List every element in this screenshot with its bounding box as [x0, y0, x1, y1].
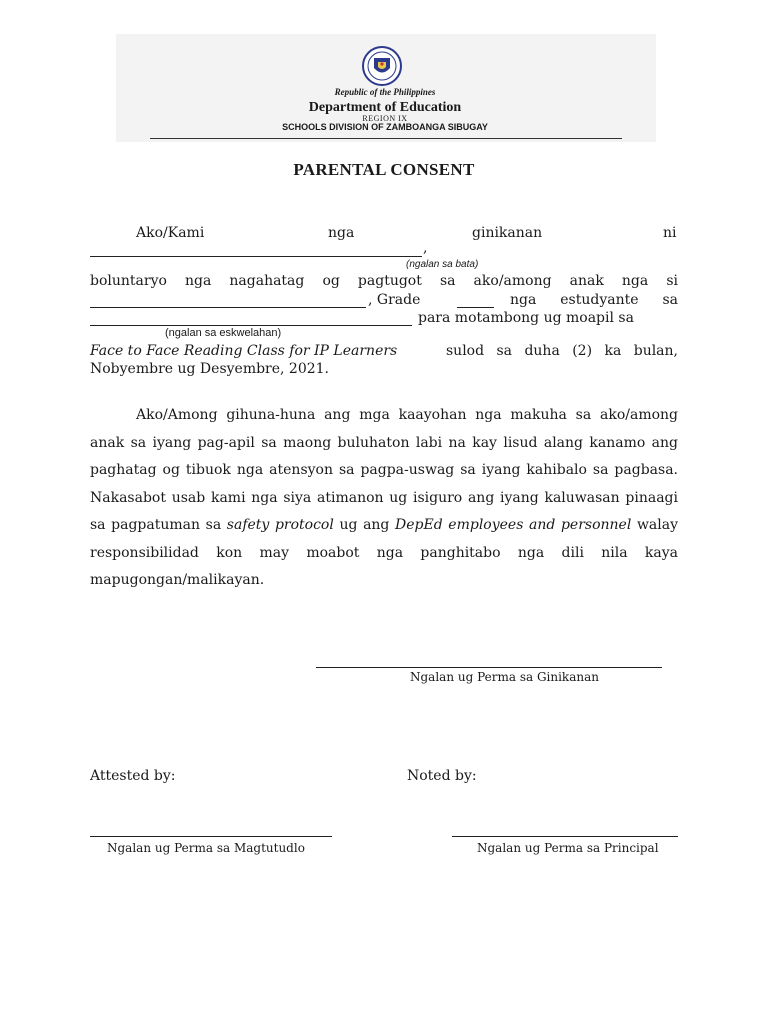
p1-line5: para motambong ug moapil sa: [418, 310, 634, 326]
child-name-field[interactable]: [90, 256, 422, 257]
p1-word-nga: nga: [328, 225, 355, 241]
p1-line3: boluntaryo nga nagahatag og pagtugot sa ako/among anak nga si: [90, 273, 678, 289]
attested-by-label: Attested by:: [90, 768, 176, 784]
document-title: PARENTAL CONSENT: [293, 160, 475, 179]
school-name-field[interactable]: [90, 325, 412, 326]
letterhead-divider: [150, 138, 622, 139]
p1-student: nga estudyante sa: [510, 292, 678, 308]
consent-paragraph: [90, 402, 678, 595]
p1-line6-rest: sulod sa duha (2) ka bulan,: [446, 343, 678, 359]
teacher-signature-caption: Ngalan ug Perma sa Magtutudlo: [107, 841, 305, 855]
letterhead-region: REGION IX: [362, 114, 408, 123]
p1-word-ginikanan: ginikanan: [472, 225, 543, 241]
p1-comma: ,: [423, 240, 428, 256]
grade-field[interactable]: [457, 307, 494, 308]
p1-comma-grade: , Grade: [368, 292, 421, 308]
deped-seal-icon: [362, 46, 402, 86]
noted-by-label: Noted by:: [407, 768, 477, 784]
parent-signature-caption: Ngalan ug Perma sa Ginikanan: [410, 670, 599, 684]
letterhead-department: Department of Education: [308, 100, 462, 115]
p2-deped-employees: DepEd employees and personnel: [395, 517, 632, 533]
p2-part1: Ako/Among gihuna-huna ang mga kaayohan nga makuha sa ako/among anak sa iyang pag-apil sa maong buluhaton labi na kay lisud alang kanamo ang paghatag og tibuok nga atensyon sa pagpa-uswag sa iyang kahibalo sa pagbasa. Nakasabot usab kami nga siya atimanon ug isiguro ang iyang kaluwasan pinaagi sa pagpatuman sa: [90, 407, 678, 533]
p1-word-ako-kami: Ako/Kami: [136, 225, 205, 241]
teacher-signature-line[interactable]: [90, 836, 332, 837]
letterhead-republic: Republic of the Philippines: [334, 87, 436, 97]
principal-signature-line[interactable]: [452, 836, 678, 837]
letterhead-division: SCHOOLS DIVISION OF ZAMBOANGA SIBUGAY: [282, 122, 488, 132]
p2-mid: ug ang: [339, 517, 390, 533]
principal-signature-caption: Ngalan ug Perma sa Principal: [477, 841, 659, 855]
p2-safety-protocol: safety protocol: [226, 517, 334, 533]
p2-part2: walay responsibilidad kon may moabot nga panghitabo nga dili nila kaya mapugongan/malikayan.: [90, 517, 679, 588]
parent-signature-line[interactable]: [316, 667, 662, 668]
child-name-field-2[interactable]: [90, 307, 366, 308]
child-name-hint: (ngalan sa bata): [406, 259, 479, 270]
p1-word-ni: ni: [663, 225, 677, 241]
school-name-hint: (ngalan sa eskwelahan): [165, 327, 282, 339]
p1-activity-title: Face to Face Reading Class for IP Learners: [90, 343, 398, 359]
p1-line7: Nobyembre ug Desyembre, 2021.: [90, 361, 330, 377]
